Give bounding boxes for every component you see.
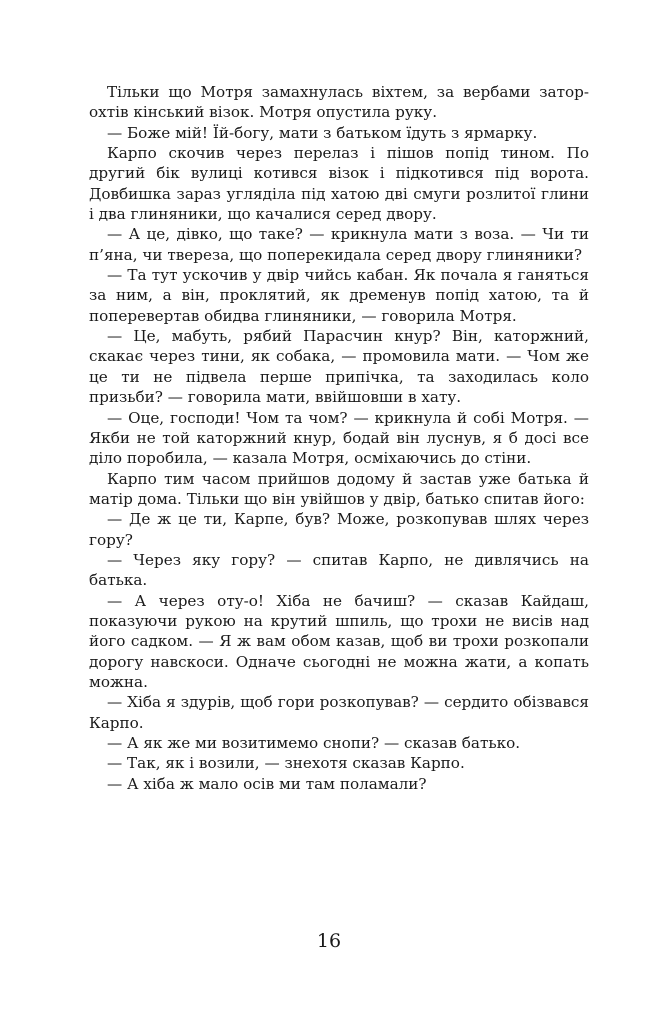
paragraph: Карпо тим часом прийшов додому й застав уже батька й матір дома. Тільки що він увійшов у двір, батько спитав його: [89, 469, 589, 508]
paragraph: — Це, мабуть, рябий Парасчин кнур? Він, каторжний, скакає через тини, як собака, — промовила мати. — Чом же це ти не підвела перше припічка, та заходилась коло призьби? — говорила мати, ввійшовши в хату. [89, 327, 589, 407]
paragraph: — Через яку гору? — спитав Карпо, не дивлячись на батька. [89, 550, 589, 590]
page-number: 16 [316, 930, 342, 952]
paragraph: — Де ж це ти, Карпе, був? Може, розкопував шлях через гору? [89, 510, 589, 549]
paragraph: Тільки що Мотря замахнулась віхтем, за вербами заторохтів кінський візок. Мотря опустила руку. [89, 83, 589, 122]
paragraph: — Хіба я здурів, щоб гори розкопував? — сердито обізвався Карпо. [89, 693, 589, 732]
paragraph: — А це, дівко, що таке? — крикнула мати з воза. — Чи ти п’яна, чи твереза, що поперекидала серед двору глиняники? [89, 225, 589, 264]
paragraph: — Оце, господи! Чом та чом? — крикнула й собі Мотря. — Якби не той каторжний кнур, бодай він луснув, я б досі все діло поробила, — казала Мотря, осміхаючись до стіни. [89, 408, 589, 468]
paragraph: — А через оту-о! Хіба не бачиш? — сказав Кайдаш, показуючи рукою на крутий шпиль, що трохи не висів над його садком. — Я ж вам обом казав, щоб ви трохи розкопали дорогу навскоси. Одначе сьогодні не можна жати, а копать можна. [89, 591, 589, 691]
paragraph: — Та тут ускочив у двір чийсь кабан. Як почала я ганяться за ним, а він, проклятий, як дременув попід хатою, та й поперевертав обидва глиняники, — говорила Мотря. [89, 266, 589, 325]
paragraph: — А як же ми возитимемо снопи? — сказав батько. [107, 734, 521, 752]
paragraph: Карпо скочив через перелаз і пішов попід тином. По другий бік вулиці котився візок і підкотився під ворота. Довбишка зараз угляділа під хатою дві смуги розлитої глини і два глиняники, що качалися серед двору. [89, 144, 589, 224]
paragraph: — Боже мій! Їй-богу, мати з батьком їдуть з ярмарку. [107, 123, 538, 142]
page-body [89, 82, 589, 794]
paragraph: — Так, як і возили, — знехотя сказав Карпо. [107, 754, 465, 773]
paragraph: — А хіба ж мало осів ми там поламали? [107, 774, 427, 793]
